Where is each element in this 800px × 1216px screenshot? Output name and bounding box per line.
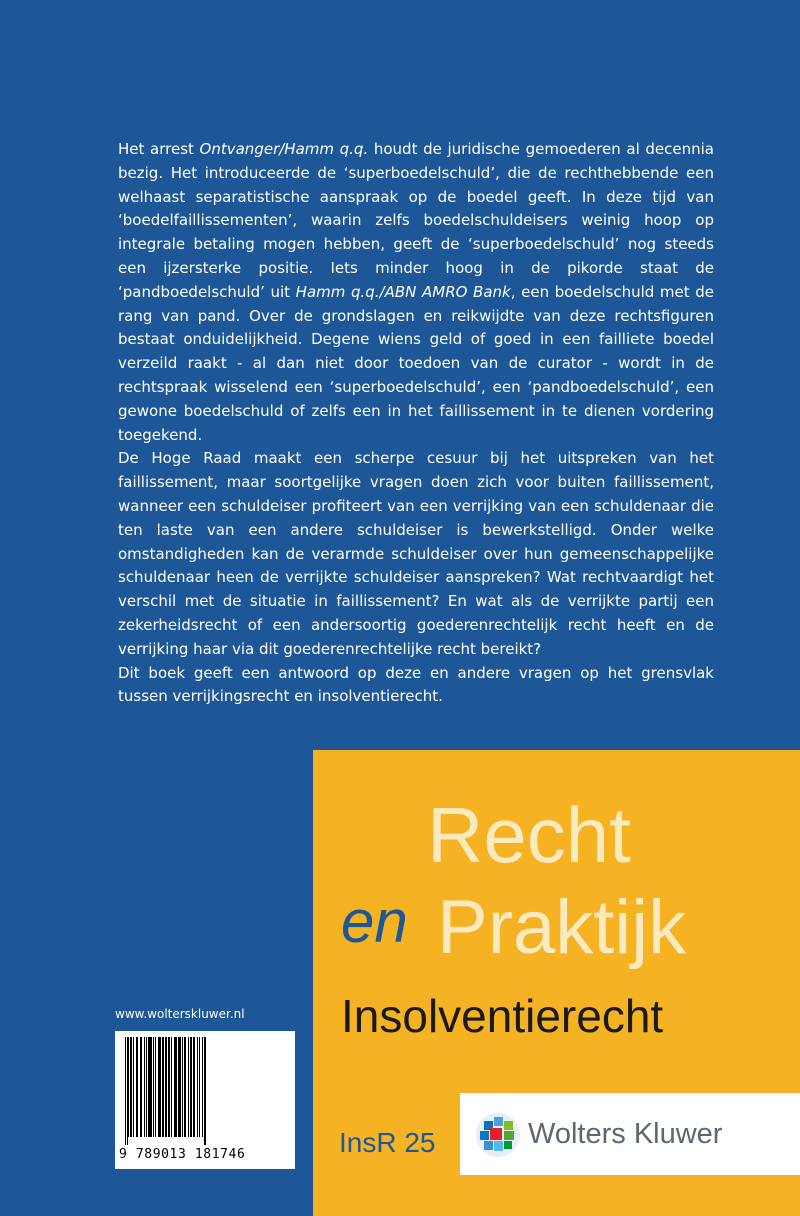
barcode-bar: [193, 1037, 195, 1137]
barcode-bar: [171, 1037, 173, 1137]
barcode-bar: [199, 1037, 200, 1137]
case-name-italic: Ontvanger/Hamm q.q.: [199, 140, 369, 158]
barcode-bar: [162, 1037, 164, 1137]
publisher-url[interactable]: www.wolterskluwer.nl: [115, 1007, 245, 1021]
publisher-logo: [460, 1093, 800, 1175]
blurb-paragraph-1: [118, 138, 714, 447]
barcode-bar: [153, 1037, 154, 1137]
barcode-bar: [148, 1037, 150, 1137]
barcode-bar: [130, 1037, 132, 1137]
series-title-en: en: [341, 888, 408, 955]
blurb-paragraph-3: Dit boek geeft een antwoord op deze en andere vragen op het grensvlak tussen verrijkingsrecht en insolventierecht.: [118, 663, 714, 706]
series-title-praktijk: Praktijk: [437, 885, 687, 970]
barcode-bar: [182, 1037, 184, 1137]
blurb-text-run: Het arrest: [118, 140, 200, 158]
wolters-kluwer-globe-icon: [474, 1111, 522, 1159]
isbn-barcode: [115, 1031, 295, 1169]
series-number: InsR 25: [339, 1127, 436, 1158]
case-name-italic: Hamm q.q./ABN AMRO Bank: [295, 282, 511, 301]
barcode-bars: [125, 1037, 287, 1145]
barcode-bar: [205, 1037, 206, 1145]
blurb-text-run: , een boedelschuld met de rang van pand. Over de grondslagen en reikwijdte van deze rechtsfiguren bestaat onduidelijkheid. Degene wiens geld of goed in een failliete boedel verzeild raakt - al dan niet door toedoen van de curator - wordt in de rechtspraak wisselend een ‘superboedelschuld’, een ‘pandboedelschuld’, een gewone boedelschuld of zelfs een in het faillissement in te dienen vordering toegekend.: [118, 282, 715, 444]
barcode-bar: [197, 1037, 199, 1137]
book-subtitle: Insolventierecht: [341, 990, 664, 1042]
barcode-bar: [168, 1037, 170, 1137]
barcode-bar: [150, 1037, 152, 1137]
blurb-text-run: houdt de juridische gemoederen al decennia bezig. Het introduceerde de ‘superboedelschuld’, die de rechthebbende een welhaast separatistische aanspraak op de boedel geeft. In deze tijd van ‘boedelfaillissementen’, waarin zelfs boedelschuldeisers weinig hoop op integrale betaling mogen hebben, geeft de ‘superboedelschuld’ nog steeds een ijzersterke positie. Iets minder hoog in de pikorde staat de ‘pandboedelschuld’ uit: [118, 140, 714, 301]
barcode-bar: [174, 1037, 177, 1137]
barcode-bar: [140, 1037, 142, 1137]
series-title-recht: Recht: [427, 791, 631, 879]
barcode-bar: [136, 1037, 138, 1137]
barcode-bar: [184, 1037, 186, 1137]
publisher-name: Wolters Kluwer: [528, 1118, 723, 1150]
back-cover-blurb: [118, 138, 714, 709]
blurb-paragraph-2: De Hoge Raad maakt een scherpe cesuur bij het uitspreken van het faillissement, maar soortgelijke vragen doen zich voor buiten faillissement, wanneer een schuldeiser profiteert van een verrijking van een schuldenaar die ten laste van een andere schuldeiser is bewerkstelligd. Onder welke omstandigheden kan de verarmde schuldeiser over hun gemeenschappelijke schuldenaar heen de verrijkte schuldeiser aanspreken? Wat rechtvaardigt het verschil met de situatie in faillissement? En wat als de verrijkte partij een zekerheidsrecht of een andersoortig goederenrechtelijk recht heeft en de verrijking haar via dit goederenrechtelijke recht bereikt?: [118, 449, 714, 658]
barcode-bar: [178, 1037, 181, 1137]
barcode-bar: [133, 1037, 134, 1137]
barcode-bar: [188, 1037, 190, 1137]
barcode-bar: [158, 1037, 160, 1137]
barcode-digits: 9 789013 181746: [119, 1147, 246, 1162]
barcode-bar: [190, 1037, 192, 1137]
barcode-bar: [155, 1037, 156, 1137]
